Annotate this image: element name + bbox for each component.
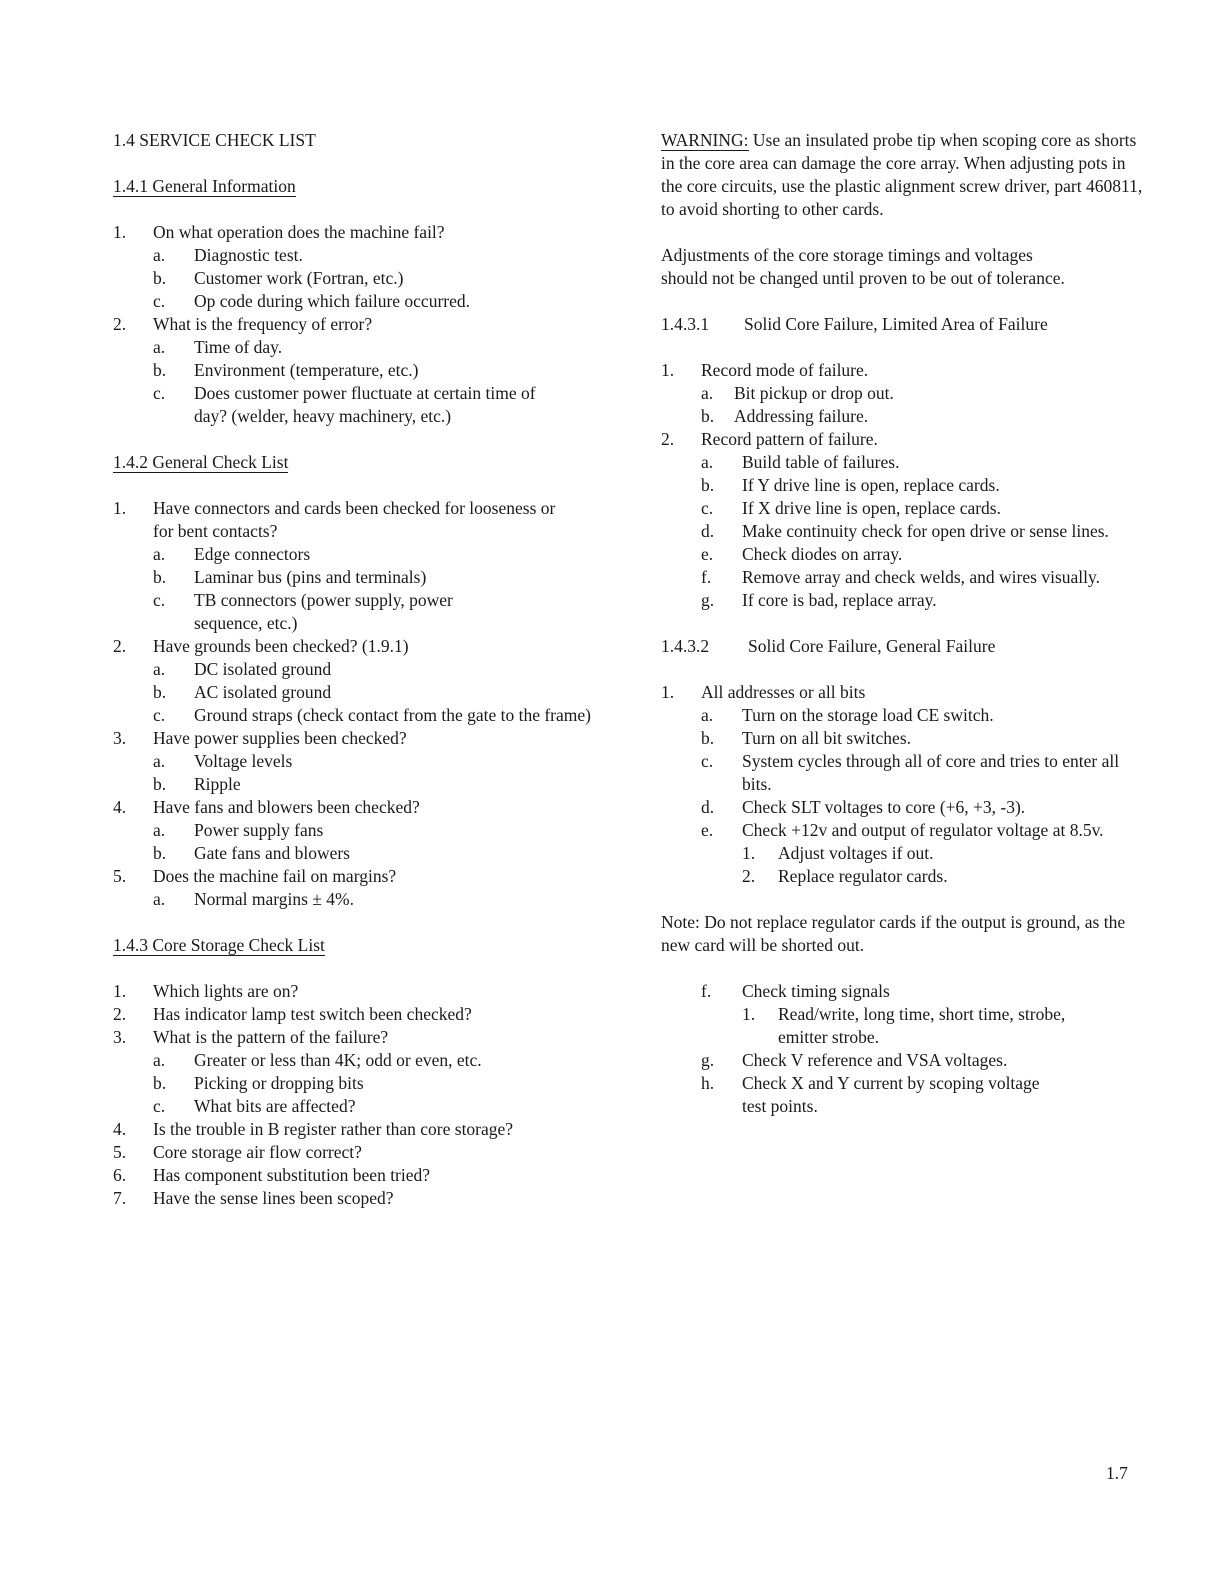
list-item: 3. Have power supplies been checked? a. Voltage levels b. Ripple	[113, 727, 603, 796]
sub-item: a. DC isolated ground	[153, 659, 332, 679]
sub-item: c. System cycles through all of core and tries to enter all bits.	[701, 751, 1120, 794]
sub-item: b. Laminar bus (pins and terminals)	[153, 567, 427, 587]
sub-item: b. Ripple	[153, 774, 241, 794]
list-item: 2. Has indicator lamp test switch been checked?	[113, 1004, 472, 1024]
sub-sub-item: 1. Adjust voltages if out.	[742, 843, 934, 863]
warning-label: WARNING:	[661, 130, 749, 150]
sub-item: a. Edge connectors	[153, 544, 311, 564]
list-item: 5. Does the machine fail on margins? a. Normal margins ± 4%.	[113, 865, 603, 911]
list-item: 7. Have the sense lines been scoped?	[113, 1188, 394, 1208]
sub-item: d. Make continuity check for open drive or sense lines.	[701, 521, 1109, 541]
warning-paragraph: WARNING: Use an insulated probe tip when scoping core as shorts in the core area can damage the core array. When adjusting pots in the core circuits, use the plastic alignment screw driver, part 460811, to avoid shorting to other cards.	[661, 130, 1143, 219]
sub-item: a. Build table of failures.	[701, 452, 900, 472]
sub-item: a. Power supply fans	[153, 820, 324, 840]
sub-item: b. Picking or dropping bits	[153, 1073, 364, 1093]
sub-item: b. Customer work (Fortran, etc.)	[153, 268, 404, 288]
list-item: 6. Has component substitution been tried?	[113, 1165, 431, 1185]
sub-sub-item: 2. Replace regulator cards.	[742, 866, 948, 886]
sub-item: e. Check diodes on array.	[701, 544, 903, 564]
list-item: 1. Have connectors and cards been checked for looseness or for bent contacts? a. Edge connectors b. Laminar bus (pins and terminals) c. TB connectors (power supply, power sequence, etc.)	[113, 497, 603, 635]
general-failure-continued	[661, 980, 1151, 1118]
sub-item: b. Addressing failure.	[701, 406, 869, 426]
adjustments-paragraph: Adjustments of the core storage timings and voltages should not be changed until proven to be out of tolerance.	[661, 245, 1065, 288]
list-item: 1. Which lights are on?	[113, 981, 299, 1001]
list-item: 2. Have grounds been checked? (1.9.1) a. DC isolated ground b. AC isolated ground c. Ground straps (check contact from the gate to the frame)	[113, 635, 603, 727]
sub-item: b. Gate fans and blowers	[153, 843, 350, 863]
list-item: 1. On what operation does the machine fail? a. Diagnostic test. b. Customer work (Fortran, etc.) c. Op code during which failure occurred.	[113, 221, 603, 313]
list-item: 4. Is the trouble in B register rather than core storage?	[113, 1119, 514, 1139]
heading-general-information: 1.4.1 General Information	[113, 176, 296, 196]
sub-item: f. Check timing signals 1. Read/write, long time, short time, strobe, emitter strobe.	[701, 980, 1151, 1049]
sub-item: d. Check SLT voltages to core (+6, +3, -3).	[701, 797, 1026, 817]
sub-item: c. What bits are affected?	[153, 1096, 356, 1116]
sub-item: c. TB connectors (power supply, power sequence, etc.)	[153, 590, 453, 633]
page-number: 1.7	[1106, 1463, 1128, 1483]
core-storage-check-list	[113, 980, 603, 1210]
heading-limited-area-failure: 1.4.3.1 Solid Core Failure, Limited Area of Failure	[661, 314, 1048, 334]
list-item: 5. Core storage air flow correct?	[113, 1142, 362, 1162]
sub-item: c. If X drive line is open, replace cards.	[701, 498, 1001, 518]
list-item: 1. Record mode of failure. a. Bit pickup or drop out. b. Addressing failure.	[661, 359, 1151, 428]
note-paragraph: Note: Do not replace regulator cards if the output is ground, as the new card will be shorted out.	[661, 912, 1126, 955]
sub-item: g. If core is bad, replace array.	[701, 590, 937, 610]
sub-item: b. Environment (temperature, etc.)	[153, 360, 419, 380]
right-column	[661, 129, 1151, 1118]
sub-item: b. Turn on all bit switches.	[701, 728, 912, 748]
left-column	[113, 129, 603, 1210]
list-item: 3. What is the pattern of the failure? a. Greater or less than 4K; odd or even, etc. b. Picking or dropping bits c. What bits are affected?	[113, 1026, 603, 1118]
sub-item: c. Does customer power fluctuate at certain time of day? (welder, heavy machinery, etc.)	[153, 383, 536, 426]
sub-item: a. Normal margins ± 4%.	[153, 889, 354, 909]
sub-item: a. Diagnostic test.	[153, 245, 303, 265]
sub-item: b. If Y drive line is open, replace cards.	[701, 475, 1000, 495]
sub-item: a. Bit pickup or drop out.	[701, 383, 894, 403]
sub-item: a. Voltage levels	[153, 751, 293, 771]
sub-item: a. Time of day.	[153, 337, 283, 357]
heading-general-check-list: 1.4.2 General Check List	[113, 452, 289, 472]
general-information-list	[113, 221, 603, 428]
heading-general-failure: 1.4.3.2 Solid Core Failure, General Failure	[661, 636, 996, 656]
sub-item: a. Turn on the storage load CE switch.	[701, 705, 994, 725]
heading-core-storage-check-list: 1.4.3 Core Storage Check List	[113, 935, 325, 955]
sub-item: g. Check V reference and VSA voltages.	[701, 1050, 1008, 1070]
sub-item: f. Remove array and check welds, and wires visually.	[701, 567, 1100, 587]
list-item: 2. Record pattern of failure. a. Build table of failures. b. If Y drive line is open, replace cards. c. If X drive line is open, replace cards. d. Make continuity check for open drive or sense lines. e. Check diodes on array. f. Remove array and check welds, and wires visually. g. If core is bad, replace array.	[661, 428, 1151, 612]
list-item: 2. What is the frequency of error? a. Time of day. b. Environment (temperature, etc.) c. Does customer power fluctuate at certain time of day? (welder, heavy machinery, etc.)	[113, 313, 603, 428]
sub-sub-item: 1. Read/write, long time, short time, strobe, emitter strobe.	[742, 1004, 1066, 1047]
section-title: 1.4 SERVICE CHECK LIST	[113, 130, 316, 150]
sub-item: b. AC isolated ground	[153, 682, 332, 702]
sub-item: e. Check +12v and output of regulator voltage at 8.5v. 1. Adjust voltages if out. 2. Replace regulator cards.	[701, 819, 1152, 888]
sub-item: c. Ground straps (check contact from the gate to the frame)	[153, 705, 591, 725]
general-check-list	[113, 497, 603, 911]
sub-item: h. Check X and Y current by scoping voltage test points.	[701, 1073, 1040, 1116]
general-failure-list	[661, 681, 1151, 888]
list-item: 4. Have fans and blowers been checked? a. Power supply fans b. Gate fans and blowers	[113, 796, 603, 865]
limited-area-failure-list	[661, 359, 1151, 612]
sub-item: a. Greater or less than 4K; odd or even, etc.	[153, 1050, 482, 1070]
sub-item: c. Op code during which failure occurred.	[153, 291, 471, 311]
list-item: 1. All addresses or all bits a. Turn on the storage load CE switch. b. Turn on all bit switches. c. System cycles through all of core and tries to enter all bits. d. Check SLT voltages to core (+6, +3, -3). e. Check +12v and output of regulator voltage at 8.5v. 1. Adjust voltages if out. 2. Replace regulator cards.	[661, 681, 1151, 888]
